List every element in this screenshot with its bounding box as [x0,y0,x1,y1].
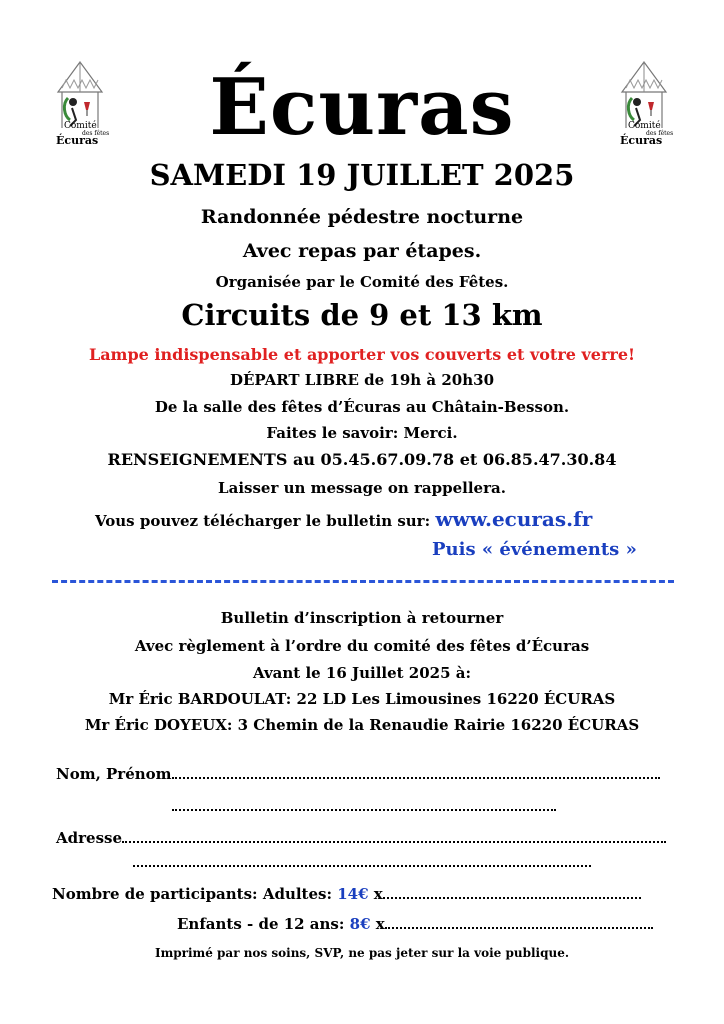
name-field-2[interactable] [172,797,556,811]
bulletin-address-1: Mr Éric BARDOULAT: 22 LD Les Limousines 16220 ÉCURAS [108,690,616,708]
contact-text: RENSEIGNEMENTS au 05.45.67.09.78 et 06.85.47.30.84 [107,450,617,469]
address-field[interactable] [122,829,666,843]
footer-note: Imprimé par nos soins, SVP, ne pas jeter sur la voie publique. [154,946,570,960]
adults-row [52,885,641,903]
adult-price: 14€ [337,885,369,903]
location-text: De la salle des fêtes d’Écuras au Châtain-Besson. [154,398,570,416]
logo-text: Comité [628,121,661,131]
website-link[interactable]: www.ecuras.fr [435,507,593,531]
organizer-text: Organisée par le Comité des Fêtes. [215,273,509,291]
address-row [56,829,666,847]
bulletin-deadline: Avant le 16 Juillet 2025 à: [252,664,472,682]
name-row [56,765,660,783]
bulletin-title: Bulletin d’inscription à retourner [220,609,504,627]
download-line [95,507,592,531]
circuits-heading: Circuits de 9 et 13 km [181,298,543,332]
bulletin-address-2: Mr Éric DOYEUX: 3 Chemin de la Renaudie Rairie 16220 ÉCURAS [84,716,640,734]
participants-label: Nombre de participants: Adultes: [52,885,338,903]
address-field-2[interactable] [133,853,591,867]
multiply-sign: x [370,915,385,933]
children-row [177,915,653,933]
events-link[interactable]: Puis « événements » [432,539,637,560]
event-subtitle-2: Avec repas par étapes. [242,240,482,262]
cut-line-divider [52,580,674,583]
address-label: Adresse [56,829,123,847]
event-subtitle: Randonnée pédestre nocturne [200,206,524,228]
name-row-2 [172,797,556,815]
download-text: Vous pouvez télécharger le bulletin sur: [95,512,436,530]
logo-text: Écuras [620,134,663,147]
logo-text: Comité [64,121,97,131]
message-text: Laisser un message on rappellera. [218,479,506,497]
children-field[interactable] [385,915,653,929]
address-row-2 [133,853,591,871]
warning-text: Lampe indispensable et apporter vos couverts et votre verre! [88,345,636,364]
name-field[interactable] [172,765,660,779]
logo-text: des fêtes [646,130,674,137]
departure-text: DÉPART LIBRE de 19h à 20h30 [229,371,495,389]
logo-text: des fêtes [82,130,110,137]
bulletin-payment: Avec règlement à l’ordre du comité des fêtes d’Écuras [134,637,590,655]
logo-text: Écuras [56,134,99,147]
children-label: Enfants - de 12 ans: [177,915,350,933]
adults-field[interactable] [383,885,641,899]
share-text: Faites le savoir: Merci. [266,424,458,442]
name-label: Nom, Prénom [56,765,172,783]
child-price: 8€ [349,915,371,933]
page-title: Écuras [209,62,515,153]
event-date: SAMEDI 19 JUILLET 2025 [149,158,575,192]
multiply-sign: x [368,885,383,903]
